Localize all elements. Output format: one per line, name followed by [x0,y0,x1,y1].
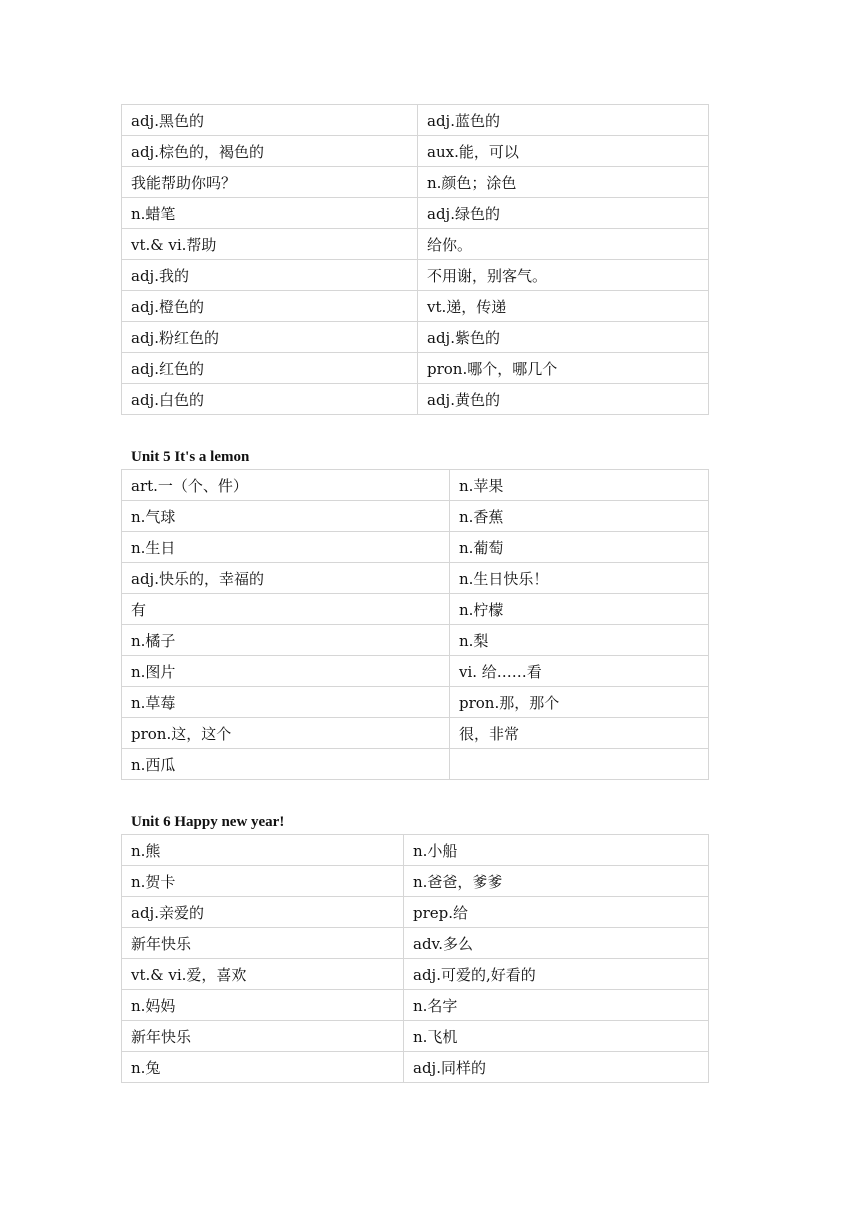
table-cell: adj.黄色的 [418,384,709,415]
table-cell: n.葡萄 [450,532,709,563]
table-row [122,501,709,532]
table-cell: 很，非常 [450,718,709,749]
table-cell: vt.递，传递 [418,291,709,322]
table-cell: adj.我的 [122,260,418,291]
table-row [122,291,709,322]
table-cell: n.图片 [122,656,450,687]
table-row [122,229,709,260]
table-cell: vt.& vi.爱，喜欢 [122,959,404,990]
table-cell: n.香蕉 [450,501,709,532]
table-row [122,1052,709,1083]
table-row [122,198,709,229]
table-cell: adj.亲爱的 [122,897,404,928]
table-cell: n.小船 [404,835,709,866]
table-cell: 不用谢，别客气。 [418,260,709,291]
table-cell: adj.紫色的 [418,322,709,353]
table-row [122,563,709,594]
table-cell: 新年快乐 [122,1021,404,1052]
table-cell: pron.那，那个 [450,687,709,718]
table-cell: n.橘子 [122,625,450,656]
table-cell: n.苹果 [450,470,709,501]
table-cell: adj.橙色的 [122,291,418,322]
table-cell: 有 [122,594,450,625]
table-cell: adj.黑色的 [122,105,418,136]
table-cell: adj.蓝色的 [418,105,709,136]
table-row [122,260,709,291]
table-cell: adj.绿色的 [418,198,709,229]
table-cell: n.贺卡 [122,866,404,897]
table-row [122,897,709,928]
table-cell: adj.可爱的,好看的 [404,959,709,990]
table-cell [450,749,709,780]
table-row [122,718,709,749]
table-row [122,835,709,866]
table-row [122,136,709,167]
table-cell: adj.同样的 [404,1052,709,1083]
table-cell: n.生日 [122,532,450,563]
table-cell: n.气球 [122,501,450,532]
table-cell: n.颜色；涂色 [418,167,709,198]
section-title-unit6: Unit 6 Happy new year! [131,814,285,830]
table-cell: n.蜡笔 [122,198,418,229]
table-row [122,928,709,959]
table-row [122,687,709,718]
table-cell: n.熊 [122,835,404,866]
table-cell: n.飞机 [404,1021,709,1052]
table-row [122,105,709,136]
table-cell: adj.棕色的，褐色的 [122,136,418,167]
table-cell: n.名字 [404,990,709,1021]
table-cell: vi. 给……看 [450,656,709,687]
table-cell: vt.& vi.帮助 [122,229,418,260]
table-cell: adj.红色的 [122,353,418,384]
table-row [122,470,709,501]
section-title-unit5: Unit 5 It's a lemon [131,449,250,465]
table-cell: n.草莓 [122,687,450,718]
table-cell: adj.快乐的，幸福的 [122,563,450,594]
table-row [122,656,709,687]
table-cell: 给你。 [418,229,709,260]
table-cell: n.梨 [450,625,709,656]
table-row [122,322,709,353]
table-cell: n.妈妈 [122,990,404,1021]
table-cell: n.柠檬 [450,594,709,625]
vocab-table-unit4 [121,104,709,415]
table-cell: n.生日快乐！ [450,563,709,594]
table-row [122,594,709,625]
table-row [122,990,709,1021]
table-cell: pron.哪个，哪几个 [418,353,709,384]
table-row [122,532,709,563]
table-row [122,866,709,897]
table-cell: n.西瓜 [122,749,450,780]
table-cell: prep.给 [404,897,709,928]
vocab-table-unit5 [121,469,709,780]
table-row [122,1021,709,1052]
vocab-table-unit6 [121,834,709,1083]
table-cell: art.一（个、件） [122,470,450,501]
table-cell: adj.白色的 [122,384,418,415]
table-cell: n.爸爸，爹爹 [404,866,709,897]
table-cell: 新年快乐 [122,928,404,959]
table-cell: adj.粉红色的 [122,322,418,353]
table-cell: n.兔 [122,1052,404,1083]
table-cell: pron.这，这个 [122,718,450,749]
table-row [122,959,709,990]
table-cell: adv.多么 [404,928,709,959]
table-row [122,353,709,384]
table-cell: aux.能，可以 [418,136,709,167]
table-row [122,167,709,198]
table-row [122,749,709,780]
table-row [122,625,709,656]
table-row [122,384,709,415]
table-cell: 我能帮助你吗？ [122,167,418,198]
